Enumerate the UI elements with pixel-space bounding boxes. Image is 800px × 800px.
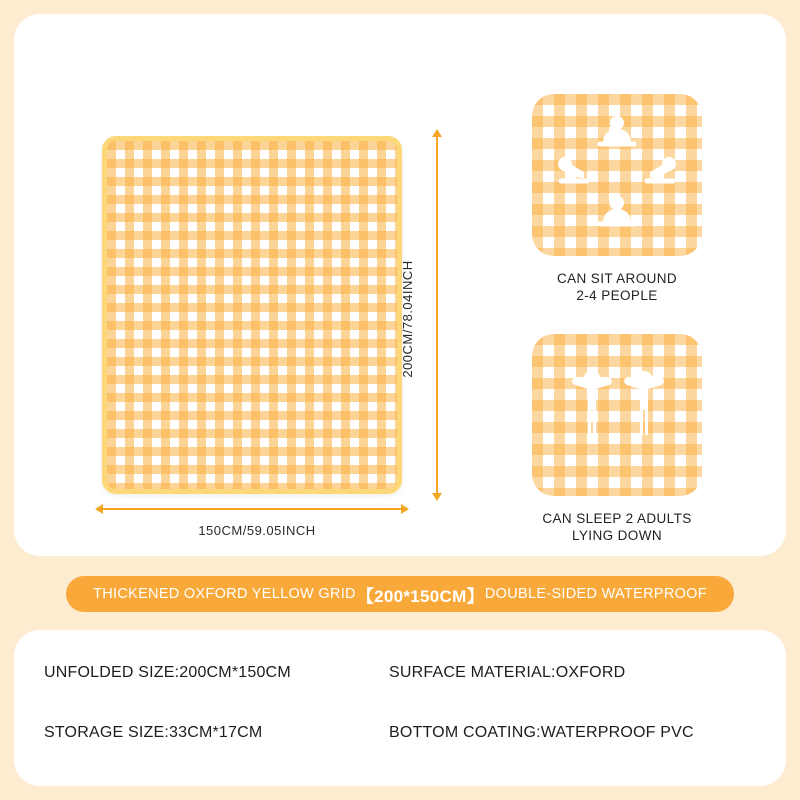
feature-sleep-lying-caption-line2: LYING DOWN [571,528,662,543]
product-banner [66,576,734,612]
feature-sleep-lying-caption [527,510,707,544]
feature-sleep-lying [527,334,707,544]
people-sitting-around-icon [532,94,702,256]
feature-sit-around-caption-line1: CAN SIT AROUND [556,271,678,286]
banner-suffix: DOUBLE-SIDED WATERPROOF [484,586,707,602]
width-dimension-label: 150CM/59.05INCH [198,523,316,538]
specifications-card [14,630,786,786]
height-dimension-arrow [436,136,438,494]
feature-sit-around [527,94,707,304]
feature-sleep-lying-tile [532,334,702,496]
feature-sit-around-tile [532,94,702,256]
blanket-diagram [92,124,422,538]
specifications-grid [44,664,756,742]
banner-prefix: THICKENED OXFORD YELLOW GRID [93,586,356,602]
feature-sleep-lying-caption-line1: CAN SLEEP 2 ADULTS [542,511,692,526]
spec-surface-material: SURFACE MATERIAL:OXFORD [389,664,626,681]
blanket-swatch [102,136,402,494]
spec-bottom-coating: BOTTOM COATING:WATERPROOF PVC [389,724,694,741]
height-dimension-label: 200CM/78.04INCH [399,260,415,378]
banner-size: 【200*150CM】 [356,586,484,606]
feature-sit-around-caption [527,270,707,304]
width-dimension-arrow [102,508,402,510]
feature-sit-around-caption-line2: 2-4 PEOPLE [576,288,658,303]
spec-storage-size: STORAGE SIZE:33CM*17CM [44,724,263,741]
people-lying-down-icon [532,334,702,496]
spec-unfolded-size: UNFOLDED SIZE:200CM*150CM [44,664,291,681]
main-illustration-card [14,14,786,556]
